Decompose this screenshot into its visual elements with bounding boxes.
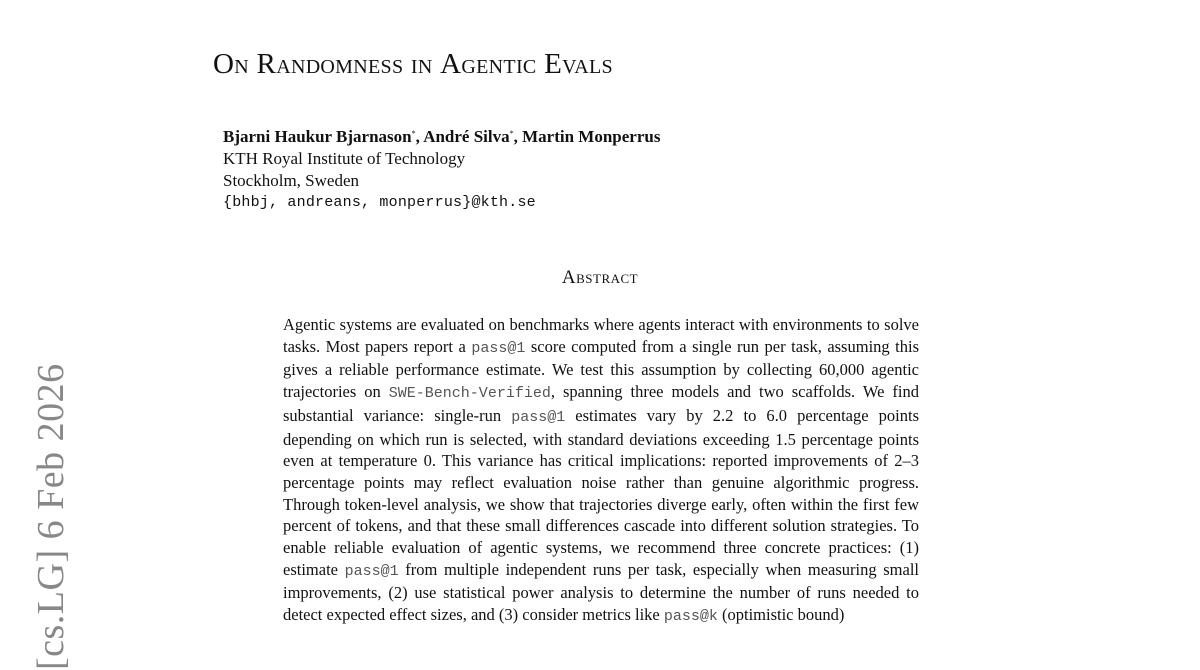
arxiv-side-stamp (29, 330, 73, 670)
location: Stockholm, Sweden (223, 171, 359, 190)
title-part: E (544, 48, 563, 80)
paper-title (213, 50, 613, 79)
code-term: pass@1 (471, 339, 526, 357)
author-name: Bjarni Haukur Bjarnason (223, 127, 412, 146)
author-separator: , (415, 127, 424, 146)
abstract-text-run: from multiple independent runs per task, especially when measuring small improvements, (2) use statistical power analysis to determine the number of runs needed to detect expected effect sizes, and (3) consider metrics like (283, 559, 919, 625)
author-name: André Silva (423, 127, 510, 146)
title-part: gentic (461, 48, 545, 80)
arxiv-stamp-text: [cs.LG] 6 Feb 2026 (30, 363, 72, 670)
equal-contribution-mark: * (509, 129, 514, 138)
abstract-text-run: , spanning three models and two scaffolds. We find substantial variance: single-run (283, 382, 919, 425)
author-name: Martin Monperrus (522, 127, 661, 146)
title-part: R (256, 48, 277, 80)
code-term: pass@1 (511, 408, 566, 426)
code-term: pass@1 (344, 562, 399, 580)
author-separator: , (513, 127, 523, 146)
abstract-text (283, 314, 919, 628)
title-part: A (440, 48, 462, 80)
abstract-text-run: Agentic systems are evaluated on benchmarks where agents interact with environments to solve tasks. Most papers report a (283, 315, 919, 356)
author-block (223, 123, 660, 214)
author-names (223, 123, 660, 148)
abstract-heading: Abstract (561, 267, 639, 288)
code-term: SWE-Bench-Verified (388, 385, 551, 403)
abstract-text-run: (optimistic bound) (717, 605, 845, 625)
title-part: n (234, 48, 257, 80)
title-part: vals (562, 48, 613, 80)
author-emails: {bhbj, andreans, monperrus}@kth.se (223, 194, 536, 211)
abstract-text-run: estimates vary by 2.2 to 6.0 percentage points depending on which run is selected, with standard deviations exceeding 1.5 percentage points even at temperature 0. This variance has critical implications: reported improvements of 2–3 percentage points may reflect evaluation noise rather than genuine algorithmic progress. Through token-level analysis, we show that trajectories diverge early, often within the first few percent of tokens, and that these small differences cascade into different solution strategies. To enable reliable evaluation of agentic systems, we recommend three concrete practices: (1) estimate (283, 405, 919, 579)
title-part: O (213, 48, 235, 80)
equal-contribution-mark: * (411, 129, 416, 138)
abstract-text-run: score computed from a single run per task, assuming this gives a reliable performance estimate. We test this assumption by collecting 60,000 agentic trajectories on (283, 336, 919, 402)
title-part: andomness in (276, 48, 441, 80)
affiliation: KTH Royal Institute of Technology (223, 149, 466, 168)
code-term: pass@k (663, 608, 718, 626)
